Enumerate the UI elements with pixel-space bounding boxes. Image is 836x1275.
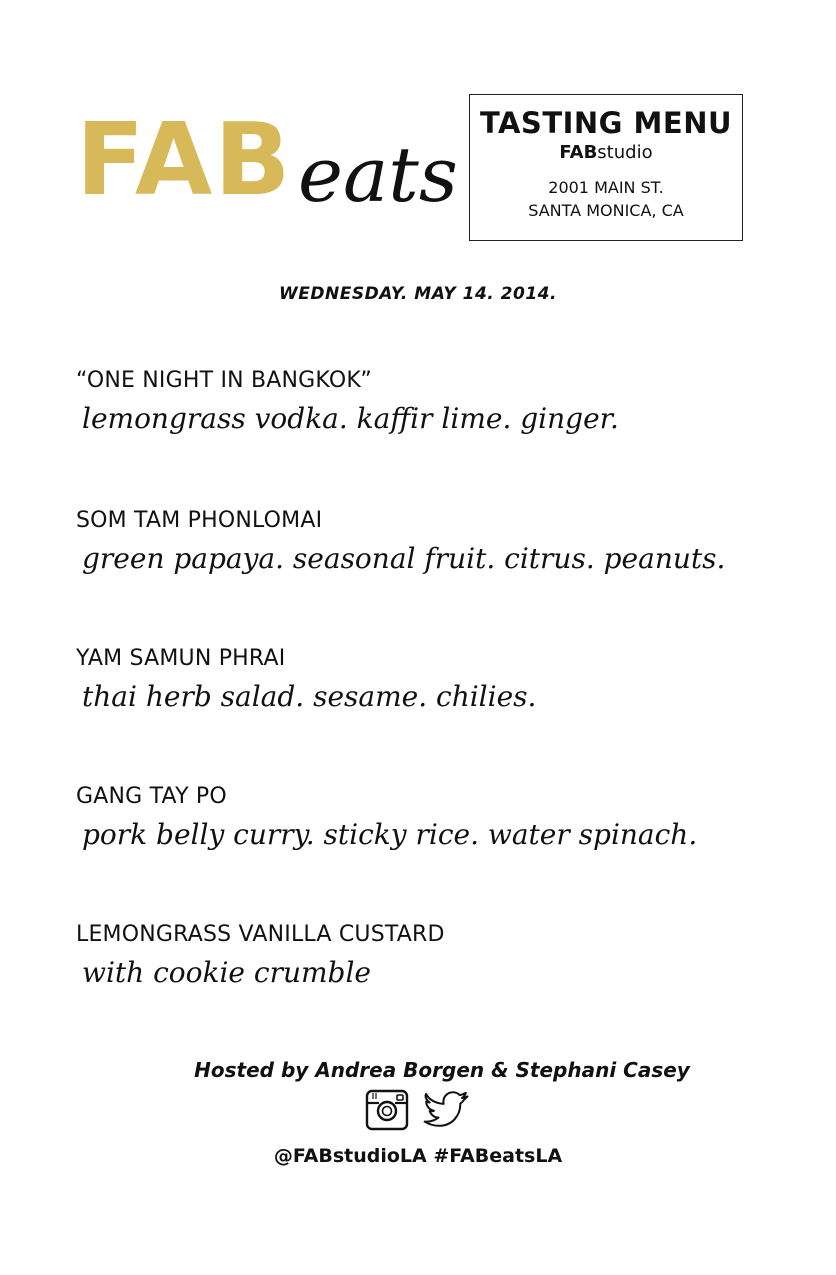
studio-name	[470, 141, 742, 165]
logo-fab: FAB	[76, 101, 293, 218]
course-description: pork belly curry. sticky rice. water spinach.	[82, 818, 698, 851]
hosted-by: Hosted by Andrea Borgen & Stephani Casey	[194, 1058, 690, 1082]
course-description: thai herb salad. sesame. chilies.	[82, 680, 537, 713]
address	[470, 176, 742, 222]
social-icons	[0, 1089, 836, 1135]
tasting-menu-box	[469, 94, 743, 241]
twitter-icon[interactable]	[423, 1089, 471, 1135]
studio-name-rest: studio	[597, 142, 653, 163]
logo-eats: eats	[298, 130, 458, 219]
course-name: “ONE NIGHT IN BANGKOK”	[76, 368, 372, 393]
course-description: lemongrass vodka. kaffir lime. ginger.	[82, 402, 619, 435]
course-item	[76, 644, 536, 716]
course-name: LEMONGRASS VANILLA CUSTARD	[76, 922, 445, 947]
course-name: SOM TAM PHONLOMAI	[76, 508, 323, 533]
address-line-1: 2001 MAIN ST.	[548, 178, 664, 197]
course-item	[76, 506, 725, 578]
course-description: green papaya. seasonal fruit. citrus. peanuts.	[82, 542, 726, 575]
course-description: with cookie crumble	[82, 956, 371, 989]
social-handles: @FABstudioLA #FABeatsLA	[273, 1145, 563, 1167]
studio-name-bold: FAB	[559, 142, 598, 163]
instagram-icon[interactable]	[365, 1089, 409, 1135]
course-item	[76, 782, 697, 854]
course-item	[76, 920, 445, 992]
address-line-2: SANTA MONICA, CA	[528, 201, 684, 220]
course-item	[76, 366, 619, 438]
box-title: TASTING MENU	[479, 106, 733, 140]
course-name: YAM SAMUN PHRAI	[76, 646, 286, 671]
event-date: WEDNESDAY. MAY 14. 2014.	[279, 284, 557, 304]
course-name: GANG TAY PO	[76, 784, 227, 809]
